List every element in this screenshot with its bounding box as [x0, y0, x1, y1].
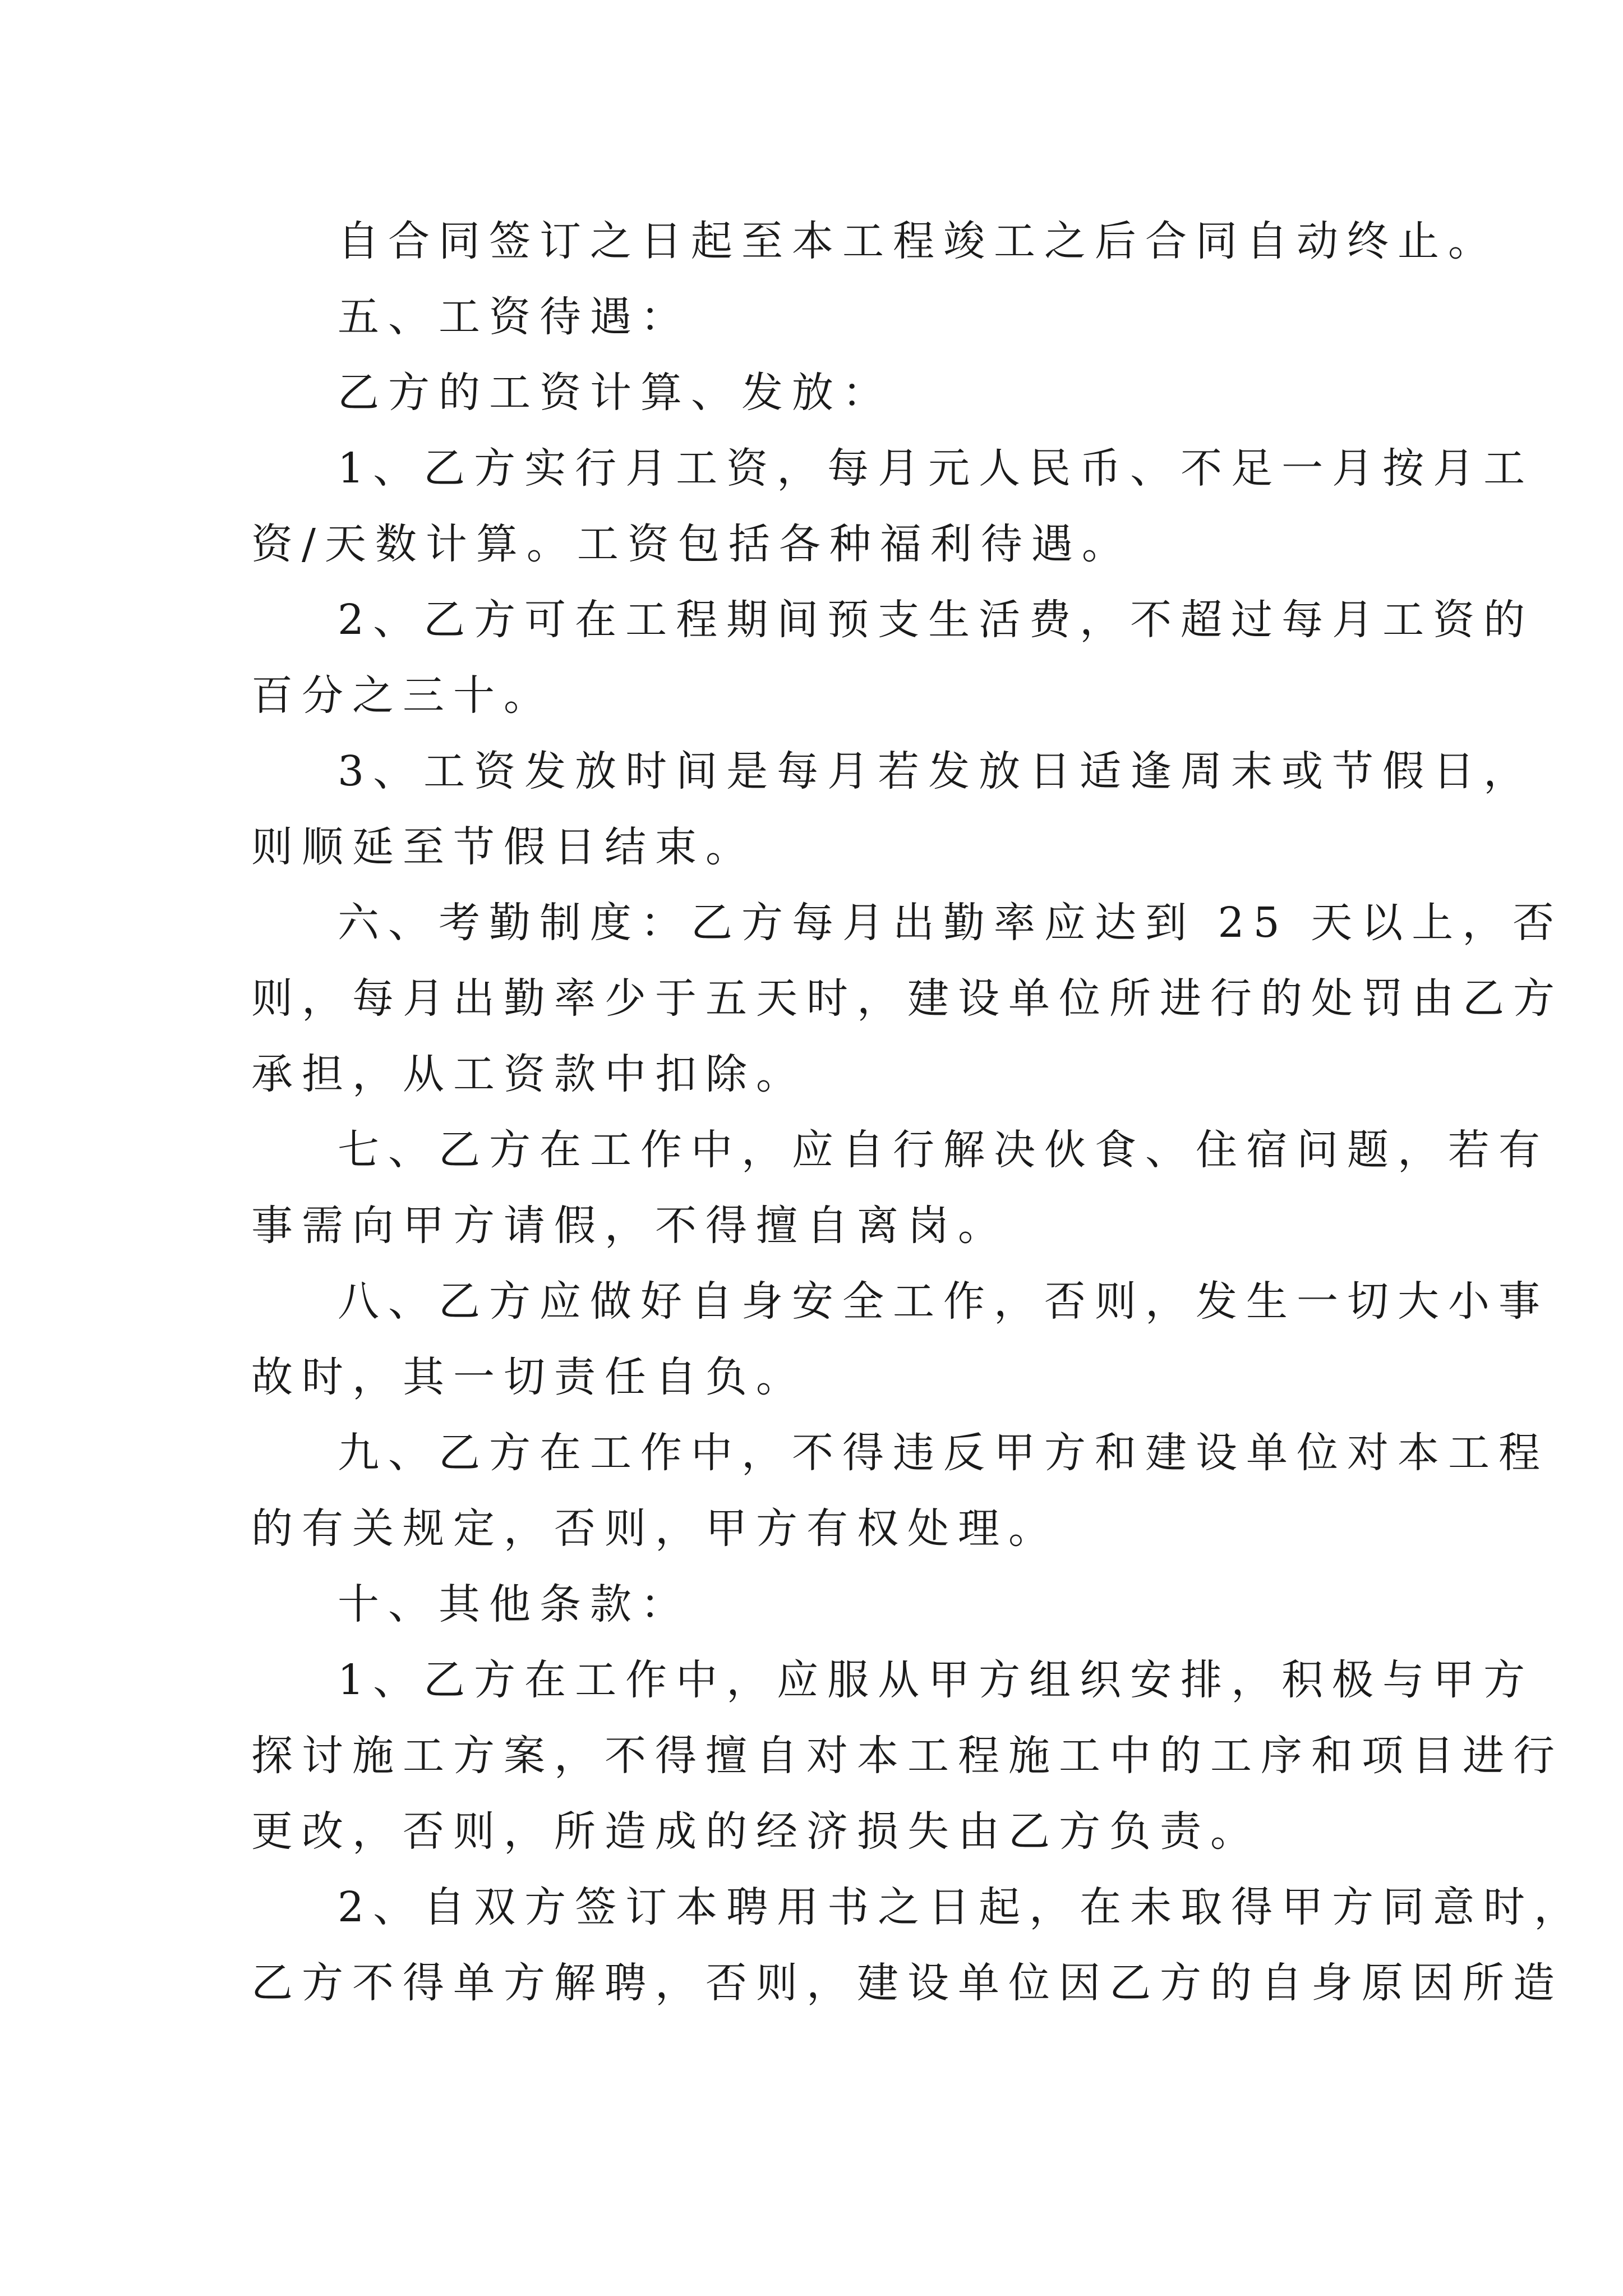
text-line: 则顺延至节假日结束。 [251, 823, 756, 871]
text-line: 百分之三十。 [251, 671, 554, 720]
text-line: 则，每月出勤率少于五天时，建设单位所进行的处罚由乙方 [251, 974, 1564, 1023]
text-line: 1、乙方实行月工资，每月元人民币、不足一月按月工 [338, 444, 1534, 493]
text-line: 的有关规定，否则，甲方有权处理。 [251, 1504, 1059, 1553]
text-line: 资/天数计算。工资包括各种福利待遇。 [251, 520, 1132, 568]
text-line: 1、乙方在工作中，应服从甲方组织安排，积极与甲方 [338, 1656, 1534, 1704]
text-line: 2、乙方可在工程期间预支生活费，不超过每月工资的 [338, 596, 1534, 644]
text-line: 乙方不得单方解聘，否则，建设单位因乙方的自身原因所造 [251, 1959, 1564, 2007]
section-heading: 十、其他条款： [338, 1580, 691, 1628]
text-line: 更改，否则，所造成的经济损失由乙方负责。 [251, 1807, 1261, 1856]
section-heading: 九、乙方在工作中，不得违反甲方和建设单位对本工程 [338, 1429, 1549, 1477]
text-line: 承担，从工资款中扣除。 [251, 1050, 806, 1098]
text-line: 事需向甲方请假，不得擅自离岗。 [251, 1202, 1008, 1250]
text-line: 探讨施工方案，不得擅自对本工程施工中的工序和项目进行 [251, 1732, 1564, 1780]
text-line: 故时，其一切责任自负。 [251, 1353, 806, 1401]
section-heading: 七、乙方在工作中，应自行解决伙食、住宿问题，若有 [338, 1126, 1549, 1174]
text-line: 乙方的工资计算、发放： [338, 369, 893, 417]
section-heading: 六、考勤制度：乙方每月出勤率应达到 25 天以上，否 [338, 899, 1564, 947]
section-heading: 五、工资待遇： [338, 293, 691, 341]
text-line: 3、工资发放时间是每月若发放日适逢周末或节假日， [338, 747, 1534, 795]
text-line: 自合同签订之日起至本工程竣工之后合同自动终止。 [338, 217, 1498, 265]
section-heading: 八、乙方应做好自身安全工作，否则，发生一切大小事 [338, 1277, 1549, 1326]
text-line: 2、自双方签订本聘用书之日起，在未取得甲方同意时， [338, 1883, 1585, 1931]
